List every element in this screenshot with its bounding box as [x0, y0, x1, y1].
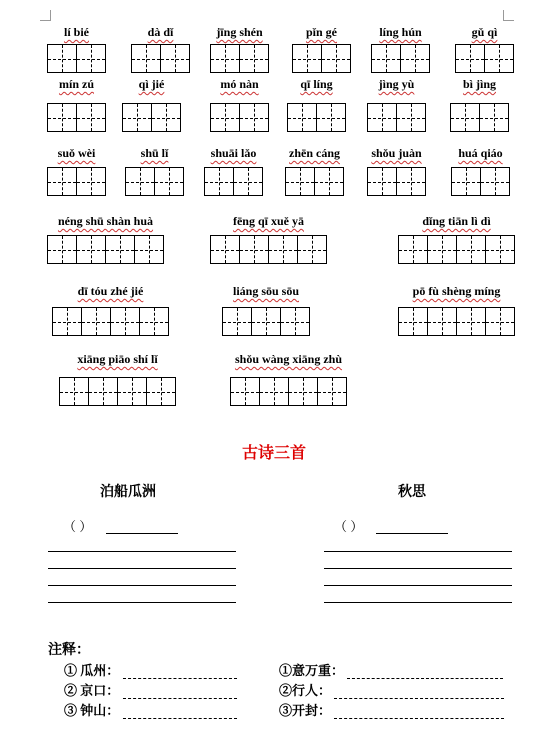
pinyin-label: dà dǐ [147, 25, 174, 39]
tianzige-cell[interactable] [105, 235, 135, 264]
tianzige-cell[interactable] [396, 167, 426, 196]
note-blank[interactable] [334, 697, 504, 699]
writing-grid [292, 44, 350, 73]
writing-grid [451, 167, 509, 196]
poem-author-line-1[interactable] [106, 533, 178, 534]
writing-grid [125, 167, 183, 196]
tianzige-cell[interactable] [117, 377, 147, 406]
note-number: ② [279, 683, 293, 698]
note-word: 意万重： [292, 663, 345, 678]
tianzige-cell[interactable] [427, 307, 457, 336]
poem-1-line-3[interactable] [48, 585, 236, 586]
pinyin-item [47, 146, 106, 196]
tianzige-cell[interactable] [239, 44, 269, 73]
tianzige-cell[interactable] [125, 167, 155, 196]
tianzige-cell[interactable] [222, 307, 252, 336]
pinyin-item [450, 77, 509, 132]
tianzige-cell[interactable] [139, 307, 169, 336]
tianzige-cell[interactable] [76, 103, 106, 132]
note-word: 京口： [80, 683, 120, 698]
writing-grid [131, 44, 189, 73]
note-left-3 [64, 700, 237, 719]
tianzige-cell[interactable] [480, 167, 510, 196]
pinyin-item [210, 214, 327, 264]
pinyin-label: qì jié [138, 77, 165, 91]
note-blank[interactable] [123, 697, 237, 699]
pinyin-label: shǒu juàn [371, 146, 422, 160]
tianzige-cell[interactable] [288, 377, 318, 406]
pinyin-label: xiāng piāo shí lǐ [77, 352, 158, 366]
pinyin-label: jìng yù [378, 77, 415, 91]
page-corner-mark-left [40, 10, 51, 21]
poem-title-1: 泊船瓜洲 [100, 485, 156, 500]
writing-grid [204, 167, 262, 196]
pinyin-label: qī líng [300, 77, 333, 91]
pinyin-item [210, 25, 269, 73]
note-word: 行人： [292, 683, 332, 698]
pinyin-label: gǔ qì [471, 25, 498, 39]
tianzige-cell[interactable] [400, 44, 430, 73]
tianzige-cell[interactable] [47, 167, 77, 196]
tianzige-cell[interactable] [268, 235, 298, 264]
writing-grid [230, 377, 346, 406]
poem-2-line-3[interactable] [324, 585, 512, 586]
pinyin-label: lí bié [63, 25, 89, 39]
pinyin-label: fēng qī xuě yā [232, 214, 304, 228]
tianzige-cell[interactable] [398, 235, 428, 264]
pinyin-item [367, 146, 426, 196]
tianzige-cell[interactable] [210, 44, 240, 73]
poem-2-line-4[interactable] [324, 602, 512, 603]
page-corner-mark-right [503, 10, 514, 21]
tianzige-cell[interactable] [485, 307, 515, 336]
pinyin-item [287, 77, 346, 132]
note-left-2 [64, 680, 237, 699]
note-number: ③ [279, 703, 293, 718]
tianzige-cell[interactable] [160, 44, 190, 73]
note-blank[interactable] [334, 717, 504, 719]
tianzige-cell[interactable] [76, 235, 106, 264]
tianzige-cell[interactable] [427, 235, 457, 264]
pinyin-label: jīng shén [216, 25, 263, 39]
tianzige-cell[interactable] [292, 44, 322, 73]
note-word: 钟山： [80, 703, 120, 718]
pinyin-item [122, 77, 181, 132]
writing-grid [210, 44, 268, 73]
tianzige-cell[interactable] [47, 235, 77, 264]
poem-author-line-2[interactable] [376, 533, 448, 534]
note-number: ① [64, 663, 78, 678]
pinyin-item [451, 146, 510, 196]
pinyin-item [367, 77, 426, 132]
pinyin-label: shū lǐ [140, 146, 169, 160]
tianzige-cell[interactable] [204, 167, 234, 196]
tianzige-cell[interactable] [451, 167, 481, 196]
writing-grid [47, 167, 105, 196]
tianzige-cell[interactable] [233, 167, 263, 196]
pinyin-item [371, 25, 430, 73]
pinyin-item [230, 352, 347, 406]
pinyin-item [210, 77, 269, 132]
pinyin-item [292, 25, 351, 73]
note-right-3 [279, 700, 504, 719]
section-title: 古诗三首 [241, 445, 306, 462]
poem-1-line-4[interactable] [48, 602, 236, 603]
tianzige-cell[interactable] [285, 167, 315, 196]
writing-grid [210, 235, 326, 264]
writing-grid [210, 103, 268, 132]
writing-grid [47, 103, 105, 132]
pinyin-item [204, 146, 263, 196]
note-right-2 [279, 680, 504, 699]
tianzige-cell[interactable] [154, 167, 184, 196]
pinyin-item [47, 25, 106, 73]
tianzige-cell[interactable] [134, 235, 164, 264]
tianzige-cell[interactable] [131, 44, 161, 73]
pinyin-item [398, 214, 515, 264]
pinyin-label: pǐn gé [305, 25, 337, 39]
pinyin-label: pō fù shèng míng [412, 284, 501, 298]
writing-grid [367, 167, 425, 196]
tianzige-cell[interactable] [210, 235, 240, 264]
tianzige-cell[interactable] [122, 103, 152, 132]
poem-title-2: 秋思 [398, 485, 426, 500]
tianzige-cell[interactable] [396, 103, 426, 132]
writing-grid [285, 167, 343, 196]
tianzige-cell[interactable] [479, 103, 509, 132]
note-blank[interactable] [347, 677, 503, 679]
pinyin-label: shuāi lǎo [210, 146, 257, 160]
writing-grid [52, 307, 168, 336]
tianzige-cell[interactable] [259, 377, 289, 406]
tianzige-cell[interactable] [456, 235, 486, 264]
writing-grid [47, 44, 105, 73]
pinyin-label: dī tóu zhé jié [77, 284, 144, 298]
tianzige-cell[interactable] [151, 103, 181, 132]
pinyin-item [125, 146, 184, 196]
pinyin-item [398, 284, 515, 336]
tianzige-cell[interactable] [455, 44, 485, 73]
pinyin-label: mó nàn [220, 77, 259, 91]
pinyin-item [131, 25, 190, 73]
writing-grid [455, 44, 513, 73]
tianzige-cell[interactable] [47, 44, 77, 73]
note-word: 开封： [292, 703, 332, 718]
pinyin-item [59, 352, 176, 406]
tianzige-cell[interactable] [456, 307, 486, 336]
tianzige-cell[interactable] [239, 103, 269, 132]
tianzige-cell[interactable] [297, 235, 327, 264]
tianzige-cell[interactable] [287, 103, 317, 132]
tianzige-cell[interactable] [484, 44, 514, 73]
tianzige-cell[interactable] [485, 235, 515, 264]
pinyin-label: líng hún [379, 25, 422, 39]
tianzige-cell[interactable] [146, 377, 176, 406]
poem-1-line-1[interactable] [48, 551, 236, 552]
pinyin-item [222, 284, 310, 336]
poem-1-line-2[interactable] [48, 568, 236, 569]
note-number: ③ [64, 703, 78, 718]
tianzige-cell[interactable] [367, 167, 397, 196]
writing-grid [398, 307, 514, 336]
writing-grid [287, 103, 345, 132]
pinyin-label: huá qiáo [458, 146, 503, 160]
note-left-1 [64, 660, 237, 679]
tianzige-cell[interactable] [110, 307, 140, 336]
note-blank[interactable] [123, 717, 237, 719]
tianzige-cell[interactable] [450, 103, 480, 132]
pinyin-label: liáng sōu sōu [232, 284, 300, 298]
note-word: 瓜州： [80, 663, 120, 678]
tianzige-cell[interactable] [251, 307, 281, 336]
writing-grid [398, 235, 514, 264]
tianzige-cell[interactable] [317, 377, 347, 406]
writing-grid [367, 103, 425, 132]
pinyin-item [47, 214, 164, 264]
pinyin-label: dǐng tiān lì dì [422, 214, 491, 228]
pinyin-item [47, 77, 106, 132]
tianzige-cell[interactable] [398, 307, 428, 336]
tianzige-cell[interactable] [316, 103, 346, 132]
tianzige-cell[interactable] [52, 307, 82, 336]
poem-2-line-2[interactable] [324, 568, 512, 569]
writing-grid [450, 103, 508, 132]
tianzige-cell[interactable] [76, 44, 106, 73]
writing-grid [122, 103, 180, 132]
note-blank[interactable] [123, 677, 237, 679]
pinyin-label: mín zú [58, 77, 94, 91]
tianzige-cell[interactable] [76, 167, 106, 196]
tianzige-cell[interactable] [47, 103, 77, 132]
tianzige-cell[interactable] [280, 307, 310, 336]
tianzige-cell[interactable] [321, 44, 351, 73]
writing-grid [371, 44, 429, 73]
tianzige-cell[interactable] [81, 307, 111, 336]
poem-2-line-1[interactable] [324, 551, 512, 552]
notes-label: 注释： [48, 643, 90, 658]
pinyin-label: suǒ wèi [57, 146, 96, 160]
poem-author-paren-1: （ ） [63, 519, 93, 534]
tianzige-cell[interactable] [210, 103, 240, 132]
pinyin-item [52, 284, 169, 336]
writing-grid [222, 307, 309, 336]
note-number: ① [279, 663, 293, 678]
tianzige-cell[interactable] [59, 377, 89, 406]
poem-author-paren-2: （ ） [334, 519, 364, 534]
writing-grid [59, 377, 175, 406]
pinyin-item [455, 25, 514, 73]
note-right-1 [279, 660, 503, 679]
pinyin-item [285, 146, 344, 196]
tianzige-cell[interactable] [371, 44, 401, 73]
tianzige-cell[interactable] [367, 103, 397, 132]
tianzige-cell[interactable] [230, 377, 260, 406]
tianzige-cell[interactable] [314, 167, 344, 196]
pinyin-label: zhēn cáng [289, 146, 340, 160]
writing-grid [47, 235, 163, 264]
tianzige-cell[interactable] [239, 235, 269, 264]
tianzige-cell[interactable] [88, 377, 118, 406]
pinyin-label: néng shū shàn huà [57, 214, 154, 228]
pinyin-label: shǒu wàng xiāng zhù [234, 352, 343, 366]
pinyin-label: bì jìng [462, 77, 496, 91]
note-number: ② [64, 683, 78, 698]
